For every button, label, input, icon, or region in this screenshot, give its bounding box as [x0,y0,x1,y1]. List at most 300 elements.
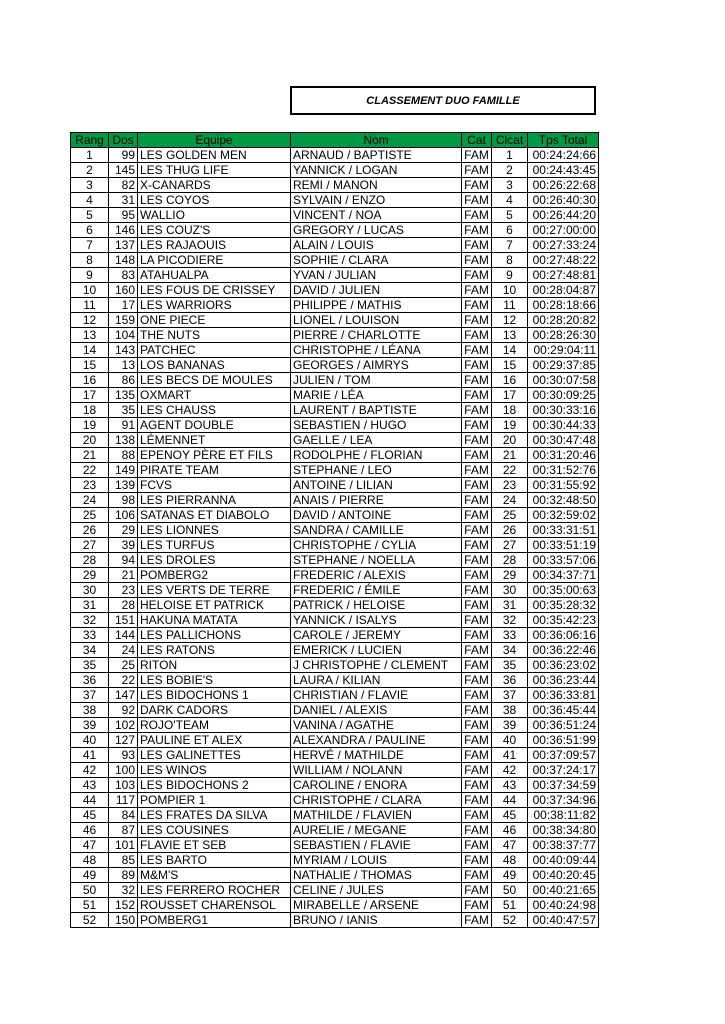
total-time-cell: 00:35:28:32 [528,598,599,613]
table-row [71,418,599,433]
team-cell: LES FOUS DE CRISSEY [138,283,291,298]
total-time-cell: 00:36:23:02 [528,658,599,673]
names-cell: CAROLE / JEREMY [291,628,462,643]
table-row [71,463,599,478]
rank-cell: 16 [71,373,109,388]
total-time-cell: 00:40:47:57 [528,913,599,928]
rank-cell: 5 [71,208,109,223]
category-rank-cell: 40 [492,733,528,748]
table-row [71,193,599,208]
total-time-cell: 00:35:42:23 [528,613,599,628]
bib-cell: 39 [109,538,138,553]
table-row [71,253,599,268]
total-time-cell: 00:37:09:57 [528,748,599,763]
category-rank-cell: 2 [492,163,528,178]
total-time-cell: 00:32:59:02 [528,508,599,523]
category-cell: FAM [462,613,492,628]
team-cell: LES BIDOCHONS 2 [138,778,291,793]
category-rank-cell: 28 [492,553,528,568]
category-rank-cell: 20 [492,433,528,448]
category-cell: FAM [462,748,492,763]
rank-cell: 10 [71,283,109,298]
names-cell: CHRISTOPHE / CLARA [291,793,462,808]
category-rank-cell: 8 [492,253,528,268]
rank-cell: 24 [71,493,109,508]
names-cell: WILLIAM / NOLANN [291,763,462,778]
rank-cell: 36 [71,673,109,688]
category-cell: FAM [462,913,492,928]
category-cell: FAM [462,703,492,718]
rank-cell: 43 [71,778,109,793]
team-cell: LES BOBIE'S [138,673,291,688]
team-cell: FLAVIE ET SEB [138,838,291,853]
table-row [71,568,599,583]
total-time-cell: 00:40:24:98 [528,898,599,913]
category-rank-cell: 45 [492,808,528,823]
bib-cell: 138 [109,433,138,448]
team-cell: PIRATE TEAM [138,463,291,478]
table-row [71,703,599,718]
names-cell: YANNICK / ISALYS [291,613,462,628]
rank-cell: 11 [71,298,109,313]
category-cell: FAM [462,523,492,538]
table-row [71,163,599,178]
table-row [71,598,599,613]
category-cell: FAM [462,178,492,193]
rank-cell: 15 [71,358,109,373]
total-time-cell: 00:27:48:81 [528,268,599,283]
bib-cell: 92 [109,703,138,718]
category-cell: FAM [462,328,492,343]
bib-cell: 35 [109,403,138,418]
category-cell: FAM [462,223,492,238]
names-cell: MARIE / LÉA [291,388,462,403]
table-row [71,778,599,793]
names-cell: ALAIN / LOUIS [291,238,462,253]
names-cell: REMI / MANON [291,178,462,193]
table-row [71,523,599,538]
rank-cell: 29 [71,568,109,583]
rank-cell: 7 [71,238,109,253]
names-cell: DAVID / ANTOINE [291,508,462,523]
rank-cell: 44 [71,793,109,808]
category-rank-cell: 16 [492,373,528,388]
total-time-cell: 00:28:20:82 [528,313,599,328]
rank-cell: 8 [71,253,109,268]
bib-cell: 83 [109,268,138,283]
names-cell: LAURENT / BAPTISTE [291,403,462,418]
category-cell: FAM [462,883,492,898]
category-rank-cell: 3 [492,178,528,193]
names-cell: CAROLINE / ENORA [291,778,462,793]
team-cell: PAULINE ET ALEX [138,733,291,748]
table-row [71,628,599,643]
rank-cell: 40 [71,733,109,748]
names-cell: NATHALIE / THOMAS [291,868,462,883]
category-rank-cell: 35 [492,658,528,673]
rank-cell: 19 [71,418,109,433]
team-cell: POMBERG2 [138,568,291,583]
column-header-cat: Cat [462,133,492,148]
team-cell: LES FRATES DA SILVA [138,808,291,823]
table-row [71,763,599,778]
table-row [71,448,599,463]
bib-cell: 100 [109,763,138,778]
rank-cell: 51 [71,898,109,913]
rank-cell: 1 [71,148,109,163]
bib-cell: 103 [109,778,138,793]
category-rank-cell: 51 [492,898,528,913]
category-rank-cell: 37 [492,688,528,703]
table-row [71,148,599,163]
team-cell: FCVS [138,478,291,493]
total-time-cell: 00:26:40:30 [528,193,599,208]
table-row [71,208,599,223]
category-rank-cell: 23 [492,478,528,493]
bib-cell: 144 [109,628,138,643]
bib-cell: 127 [109,733,138,748]
names-cell: MYRIAM / LOUIS [291,853,462,868]
names-cell: HERVÉ / MATHILDE [291,748,462,763]
table-row [71,343,599,358]
category-rank-cell: 4 [492,193,528,208]
rank-cell: 27 [71,538,109,553]
table-row [71,238,599,253]
rank-cell: 25 [71,508,109,523]
column-header-clcat: Clcat [492,133,528,148]
category-cell: FAM [462,583,492,598]
names-cell: FREDERIC / ALEXIS [291,568,462,583]
total-time-cell: 00:30:09:25 [528,388,599,403]
names-cell: PHILIPPE / MATHIS [291,298,462,313]
rank-cell: 14 [71,343,109,358]
total-time-cell: 00:32:48:50 [528,493,599,508]
table-row [71,823,599,838]
bib-cell: 159 [109,313,138,328]
column-header-equipe: Equipe [138,133,291,148]
names-cell: STEPHANE / LEO [291,463,462,478]
bib-cell: 151 [109,613,138,628]
category-cell: FAM [462,238,492,253]
bib-cell: 117 [109,793,138,808]
names-cell: RODOLPHE / FLORIAN [291,448,462,463]
bib-cell: 91 [109,418,138,433]
bib-cell: 21 [109,568,138,583]
names-cell: GEORGES / AIMRYS [291,358,462,373]
bib-cell: 143 [109,343,138,358]
names-cell: CHRISTOPHE / CYLIA [291,538,462,553]
category-cell: FAM [462,658,492,673]
total-time-cell: 00:26:22:68 [528,178,599,193]
category-cell: FAM [462,733,492,748]
bib-cell: 147 [109,688,138,703]
team-cell: LES CHAUSS [138,403,291,418]
category-rank-cell: 30 [492,583,528,598]
names-cell: SYLVAIN / ENZO [291,193,462,208]
table-row [71,328,599,343]
team-cell: LES FERRERO ROCHER [138,883,291,898]
team-cell: HAKUNA MATATA [138,613,291,628]
total-time-cell: 00:28:18:66 [528,298,599,313]
team-cell: LES GALINETTES [138,748,291,763]
category-rank-cell: 52 [492,913,528,928]
names-cell: J CHRISTOPHE / CLEMENT [291,658,462,673]
team-cell: EPENOY PÈRE ET FILS [138,448,291,463]
category-rank-cell: 12 [492,313,528,328]
category-cell: FAM [462,898,492,913]
bib-cell: 28 [109,598,138,613]
category-rank-cell: 34 [492,643,528,658]
rank-cell: 9 [71,268,109,283]
names-cell: GAELLE / LEA [291,433,462,448]
category-cell: FAM [462,148,492,163]
category-cell: FAM [462,718,492,733]
table-row [71,178,599,193]
team-cell: LOS BANANAS [138,358,291,373]
team-cell: LES BIDOCHONS 1 [138,688,291,703]
team-cell: THE NUTS [138,328,291,343]
bib-cell: 95 [109,208,138,223]
names-cell: LAURA / KILIAN [291,673,462,688]
category-rank-cell: 29 [492,568,528,583]
rank-cell: 39 [71,718,109,733]
total-time-cell: 00:36:51:24 [528,718,599,733]
table-row [71,313,599,328]
names-cell: SEBASTIEN / FLAVIE [291,838,462,853]
team-cell: OXMART [138,388,291,403]
total-time-cell: 00:36:23:44 [528,673,599,688]
category-rank-cell: 6 [492,223,528,238]
team-cell: POMBERG1 [138,913,291,928]
total-time-cell: 00:27:48:22 [528,253,599,268]
team-cell: LES BARTO [138,853,291,868]
category-rank-cell: 44 [492,793,528,808]
table-row [71,613,599,628]
table-row [71,403,599,418]
bib-cell: 89 [109,868,138,883]
team-cell: LA PICODIERE [138,253,291,268]
table-row [71,283,599,298]
category-cell: FAM [462,538,492,553]
team-cell: WALLIO [138,208,291,223]
category-rank-cell: 15 [492,358,528,373]
team-cell: SATANAS ET DIABOLO [138,508,291,523]
names-cell: LIONEL / LOUISON [291,313,462,328]
category-rank-cell: 47 [492,838,528,853]
category-cell: FAM [462,808,492,823]
bib-cell: 137 [109,238,138,253]
category-cell: FAM [462,388,492,403]
table-row [71,478,599,493]
names-cell: PATRICK / HELOISE [291,598,462,613]
names-cell: FREDERIC / ÉMILE [291,583,462,598]
team-cell: X-CANARDS [138,178,291,193]
total-time-cell: 00:29:04:11 [528,343,599,358]
bib-cell: 24 [109,643,138,658]
table-row [71,898,599,913]
bib-cell: 106 [109,508,138,523]
names-cell: SEBASTIEN / HUGO [291,418,462,433]
team-cell: LES PIERRANNA [138,493,291,508]
table-row [71,433,599,448]
category-cell: FAM [462,478,492,493]
bib-cell: 94 [109,553,138,568]
rank-cell: 23 [71,478,109,493]
category-rank-cell: 17 [492,388,528,403]
rank-cell: 47 [71,838,109,853]
total-time-cell: 00:38:37:77 [528,838,599,853]
total-time-cell: 00:37:24:17 [528,763,599,778]
table-row [71,718,599,733]
team-cell: LES COUSINES [138,823,291,838]
category-rank-cell: 43 [492,778,528,793]
team-cell: LES RATONS [138,643,291,658]
rank-cell: 31 [71,598,109,613]
category-cell: FAM [462,778,492,793]
page-title: CLASSEMENT DUO FAMILLE [290,86,596,115]
category-rank-cell: 46 [492,823,528,838]
total-time-cell: 00:27:00:00 [528,223,599,238]
total-time-cell: 00:36:06:16 [528,628,599,643]
bib-cell: 102 [109,718,138,733]
table-row [71,673,599,688]
names-cell: CHRISTIAN / FLAVIE [291,688,462,703]
total-time-cell: 00:29:37:85 [528,358,599,373]
total-time-cell: 00:36:33:81 [528,688,599,703]
category-cell: FAM [462,838,492,853]
team-cell: LES TURFUS [138,538,291,553]
rank-cell: 22 [71,463,109,478]
category-cell: FAM [462,688,492,703]
category-cell: FAM [462,358,492,373]
rank-cell: 3 [71,178,109,193]
category-rank-cell: 1 [492,148,528,163]
category-cell: FAM [462,163,492,178]
names-cell: ANTOINE / LILIAN [291,478,462,493]
bib-cell: 86 [109,373,138,388]
bib-cell: 84 [109,808,138,823]
header-row [71,133,599,148]
names-cell: GREGORY / LUCAS [291,223,462,238]
category-rank-cell: 13 [492,328,528,343]
total-time-cell: 00:35:00:63 [528,583,599,598]
bib-cell: 149 [109,463,138,478]
category-cell: FAM [462,553,492,568]
rank-cell: 37 [71,688,109,703]
category-rank-cell: 48 [492,853,528,868]
names-cell: CELINE / JULES [291,883,462,898]
team-cell: LES WARRIORS [138,298,291,313]
team-cell: LES COUZ'S [138,223,291,238]
category-cell: FAM [462,283,492,298]
names-cell: YANNICK / LOGAN [291,163,462,178]
total-time-cell: 00:34:37:71 [528,568,599,583]
bib-cell: 31 [109,193,138,208]
bib-cell: 29 [109,523,138,538]
team-cell: LES VERTS DE TERRE [138,583,291,598]
table-row [71,913,599,928]
rank-cell: 26 [71,523,109,538]
names-cell: PIERRE / CHARLOTTE [291,328,462,343]
total-time-cell: 00:40:20:45 [528,868,599,883]
bib-cell: 145 [109,163,138,178]
category-cell: FAM [462,268,492,283]
total-time-cell: 00:40:21:65 [528,883,599,898]
rank-cell: 38 [71,703,109,718]
category-cell: FAM [462,463,492,478]
total-time-cell: 00:37:34:59 [528,778,599,793]
names-cell: ALEXANDRA / PAULINE [291,733,462,748]
team-cell: ATAHUALPA [138,268,291,283]
names-cell: DANIEL / ALEXIS [291,703,462,718]
team-cell: LÉMENNET [138,433,291,448]
category-cell: FAM [462,628,492,643]
rank-cell: 35 [71,658,109,673]
category-cell: FAM [462,298,492,313]
rank-cell: 50 [71,883,109,898]
names-cell: SANDRA / CAMILLE [291,523,462,538]
total-time-cell: 00:31:55:92 [528,478,599,493]
team-cell: ROUSSET CHARENSOL [138,898,291,913]
table-row [71,223,599,238]
rank-cell: 4 [71,193,109,208]
rank-cell: 46 [71,823,109,838]
team-cell: HELOISE ET PATRICK [138,598,291,613]
bib-cell: 23 [109,583,138,598]
total-time-cell: 00:31:52:76 [528,463,599,478]
category-rank-cell: 22 [492,463,528,478]
category-rank-cell: 18 [492,403,528,418]
category-rank-cell: 24 [492,493,528,508]
category-cell: FAM [462,418,492,433]
table-row [71,298,599,313]
category-rank-cell: 19 [492,418,528,433]
names-cell: SOPHIE / CLARA [291,253,462,268]
category-cell: FAM [462,343,492,358]
category-rank-cell: 7 [492,238,528,253]
table-row [71,583,599,598]
table-row [71,493,599,508]
category-rank-cell: 36 [492,673,528,688]
category-cell: FAM [462,598,492,613]
category-rank-cell: 10 [492,283,528,298]
total-time-cell: 00:30:07:58 [528,373,599,388]
team-cell: AGENT DOUBLE [138,418,291,433]
bib-cell: 82 [109,178,138,193]
team-cell: LES PALLICHONS [138,628,291,643]
bib-cell: 93 [109,748,138,763]
table-row [71,793,599,808]
rank-cell: 34 [71,643,109,658]
names-cell: DAVID / JULIEN [291,283,462,298]
bib-cell: 87 [109,823,138,838]
table-row [71,508,599,523]
category-rank-cell: 38 [492,703,528,718]
rank-cell: 30 [71,583,109,598]
category-cell: FAM [462,508,492,523]
category-cell: FAM [462,403,492,418]
names-cell: ARNAUD / BAPTISTE [291,148,462,163]
category-cell: FAM [462,208,492,223]
table-row [71,688,599,703]
category-cell: FAM [462,793,492,808]
bib-cell: 101 [109,838,138,853]
team-cell: LES THUG LIFE [138,163,291,178]
total-time-cell: 00:31:20:46 [528,448,599,463]
team-cell: LES WINOS [138,763,291,778]
total-time-cell: 00:33:31:51 [528,523,599,538]
bib-cell: 32 [109,883,138,898]
